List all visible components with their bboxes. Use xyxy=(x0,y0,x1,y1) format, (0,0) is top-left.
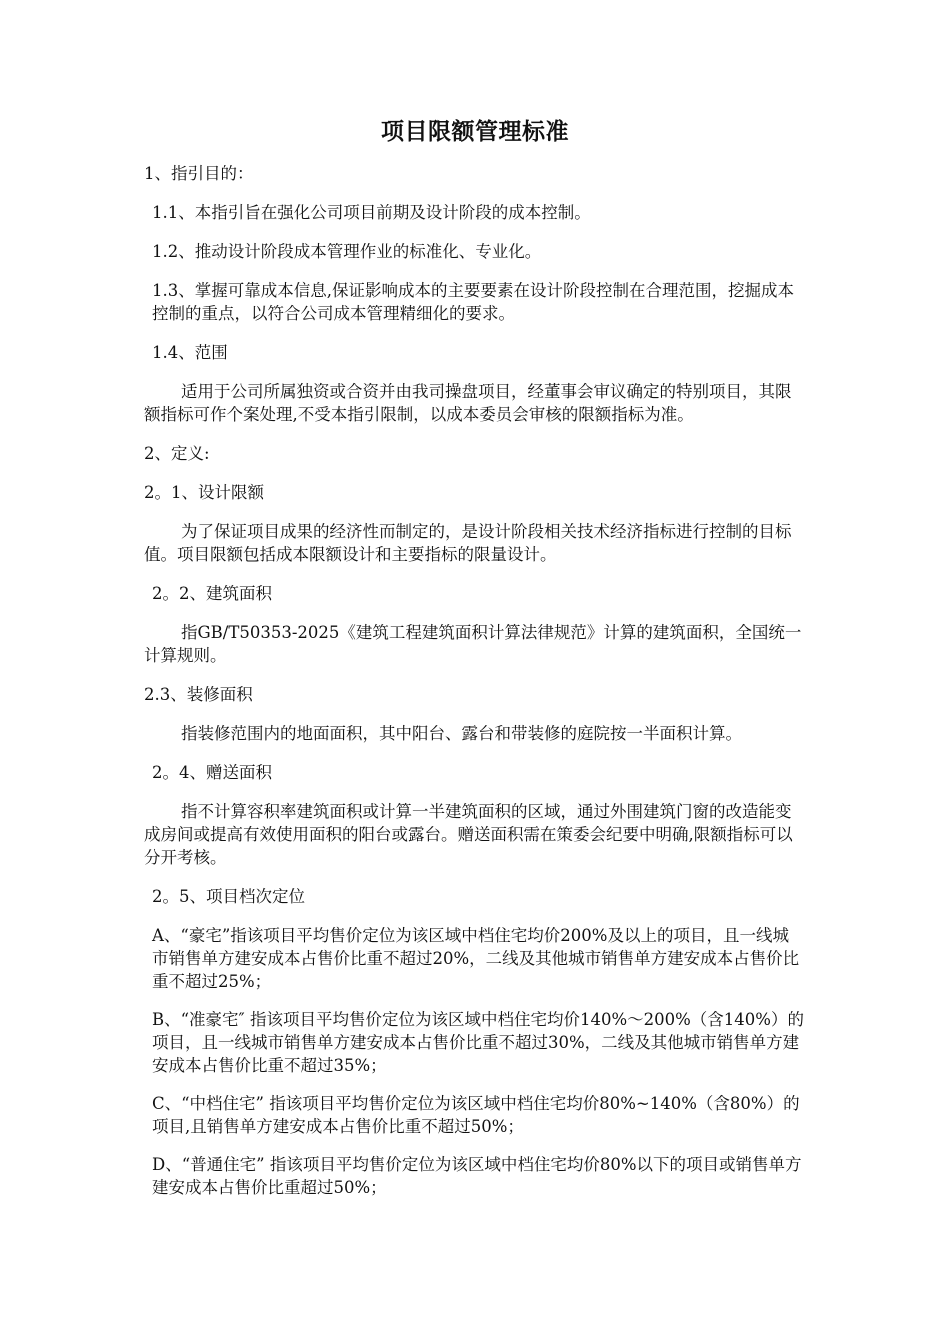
list-item: C、“中档住宅” 指该项目平均售价定位为该区域中档住宅均价80%~140%（含80%）的项目,且销售单方建安成本占售价比重不超过50%； xyxy=(152,1094,800,1136)
subsection-heading: 1.4、范围 xyxy=(152,343,228,362)
subsection-heading: 2。1、设计限额 xyxy=(144,483,264,502)
paragraph: 1.1、本指引旨在强化公司项目前期及设计阶段的成本控制。 xyxy=(152,203,591,222)
list-item: D、“普通住宅” 指该项目平均售价定位为该区域中档住宅均价80%以下的项目或销售单方建安成本占售价比重超过50%； xyxy=(152,1155,802,1197)
document-title: 项目限额管理标准 xyxy=(381,119,569,145)
paragraph: 1.2、推动设计阶段成本管理作业的标准化、专业化。 xyxy=(152,242,542,261)
subsection-heading: 2。4、赠送面积 xyxy=(152,763,272,782)
paragraph: 适用于公司所属独资或合资并由我司操盘项目，经董事会审议确定的特别项目，其限额指标可作个案处理,不受本指引限制，以成本委员会审核的限额指标为准。 xyxy=(144,382,792,424)
subsection-heading: 2.3、装修面积 xyxy=(144,685,253,704)
list-item: B、“准豪宅″ 指该项目平均售价定位为该区域中档住宅均价140%～200%（含140%）的项目，且一线城市销售单方建安成本占售价比重不超过30%，二线及其他城市销售单方建安成本占售价比重不超过35%； xyxy=(152,1010,804,1075)
subsection-heading: 2。2、建筑面积 xyxy=(152,584,272,603)
document-body xyxy=(144,162,804,1215)
paragraph: 指不计算容积率建筑面积或计算一半建筑面积的区域，通过外围建筑门窗的改造能变成房间或提高有效使用面积的阳台或露台。赠送面积需在策委会纪要中明确,限额指标可以分开考核。 xyxy=(144,802,793,867)
paragraph: 指装修范围内的地面面积，其中阳台、露台和带装修的庭院按一半面积计算。 xyxy=(181,724,742,743)
paragraph: 1.3、掌握可靠成本信息,保证影响成本的主要要素在设计阶段控制在合理范围，挖掘成本控制的重点，以符合公司成本管理精细化的要求。 xyxy=(152,281,794,323)
list-item: A、“豪宅”指该项目平均售价定位为该区域中档住宅均价200%及以上的项目，且一线城市销售单方建安成本占售价比重不超过20%，二线及其他城市销售单方建安成本占售价比重不超过25%； xyxy=(152,926,800,991)
section-heading: 1、指引目的： xyxy=(144,164,254,183)
paragraph: 指GB/T50353-2025《建筑工程建筑面积计算法律规范》计算的建筑面积，全国统一计算规则。 xyxy=(144,623,802,665)
paragraph: 为了保证项目成果的经济性而制定的，是设计阶段相关技术经济指标进行控制的目标值。项目限额包括成本限额设计和主要指标的限量设计。 xyxy=(144,522,792,564)
subsection-heading: 2。5、项目档次定位 xyxy=(152,887,305,906)
section-heading: 2、定义: xyxy=(144,444,210,463)
